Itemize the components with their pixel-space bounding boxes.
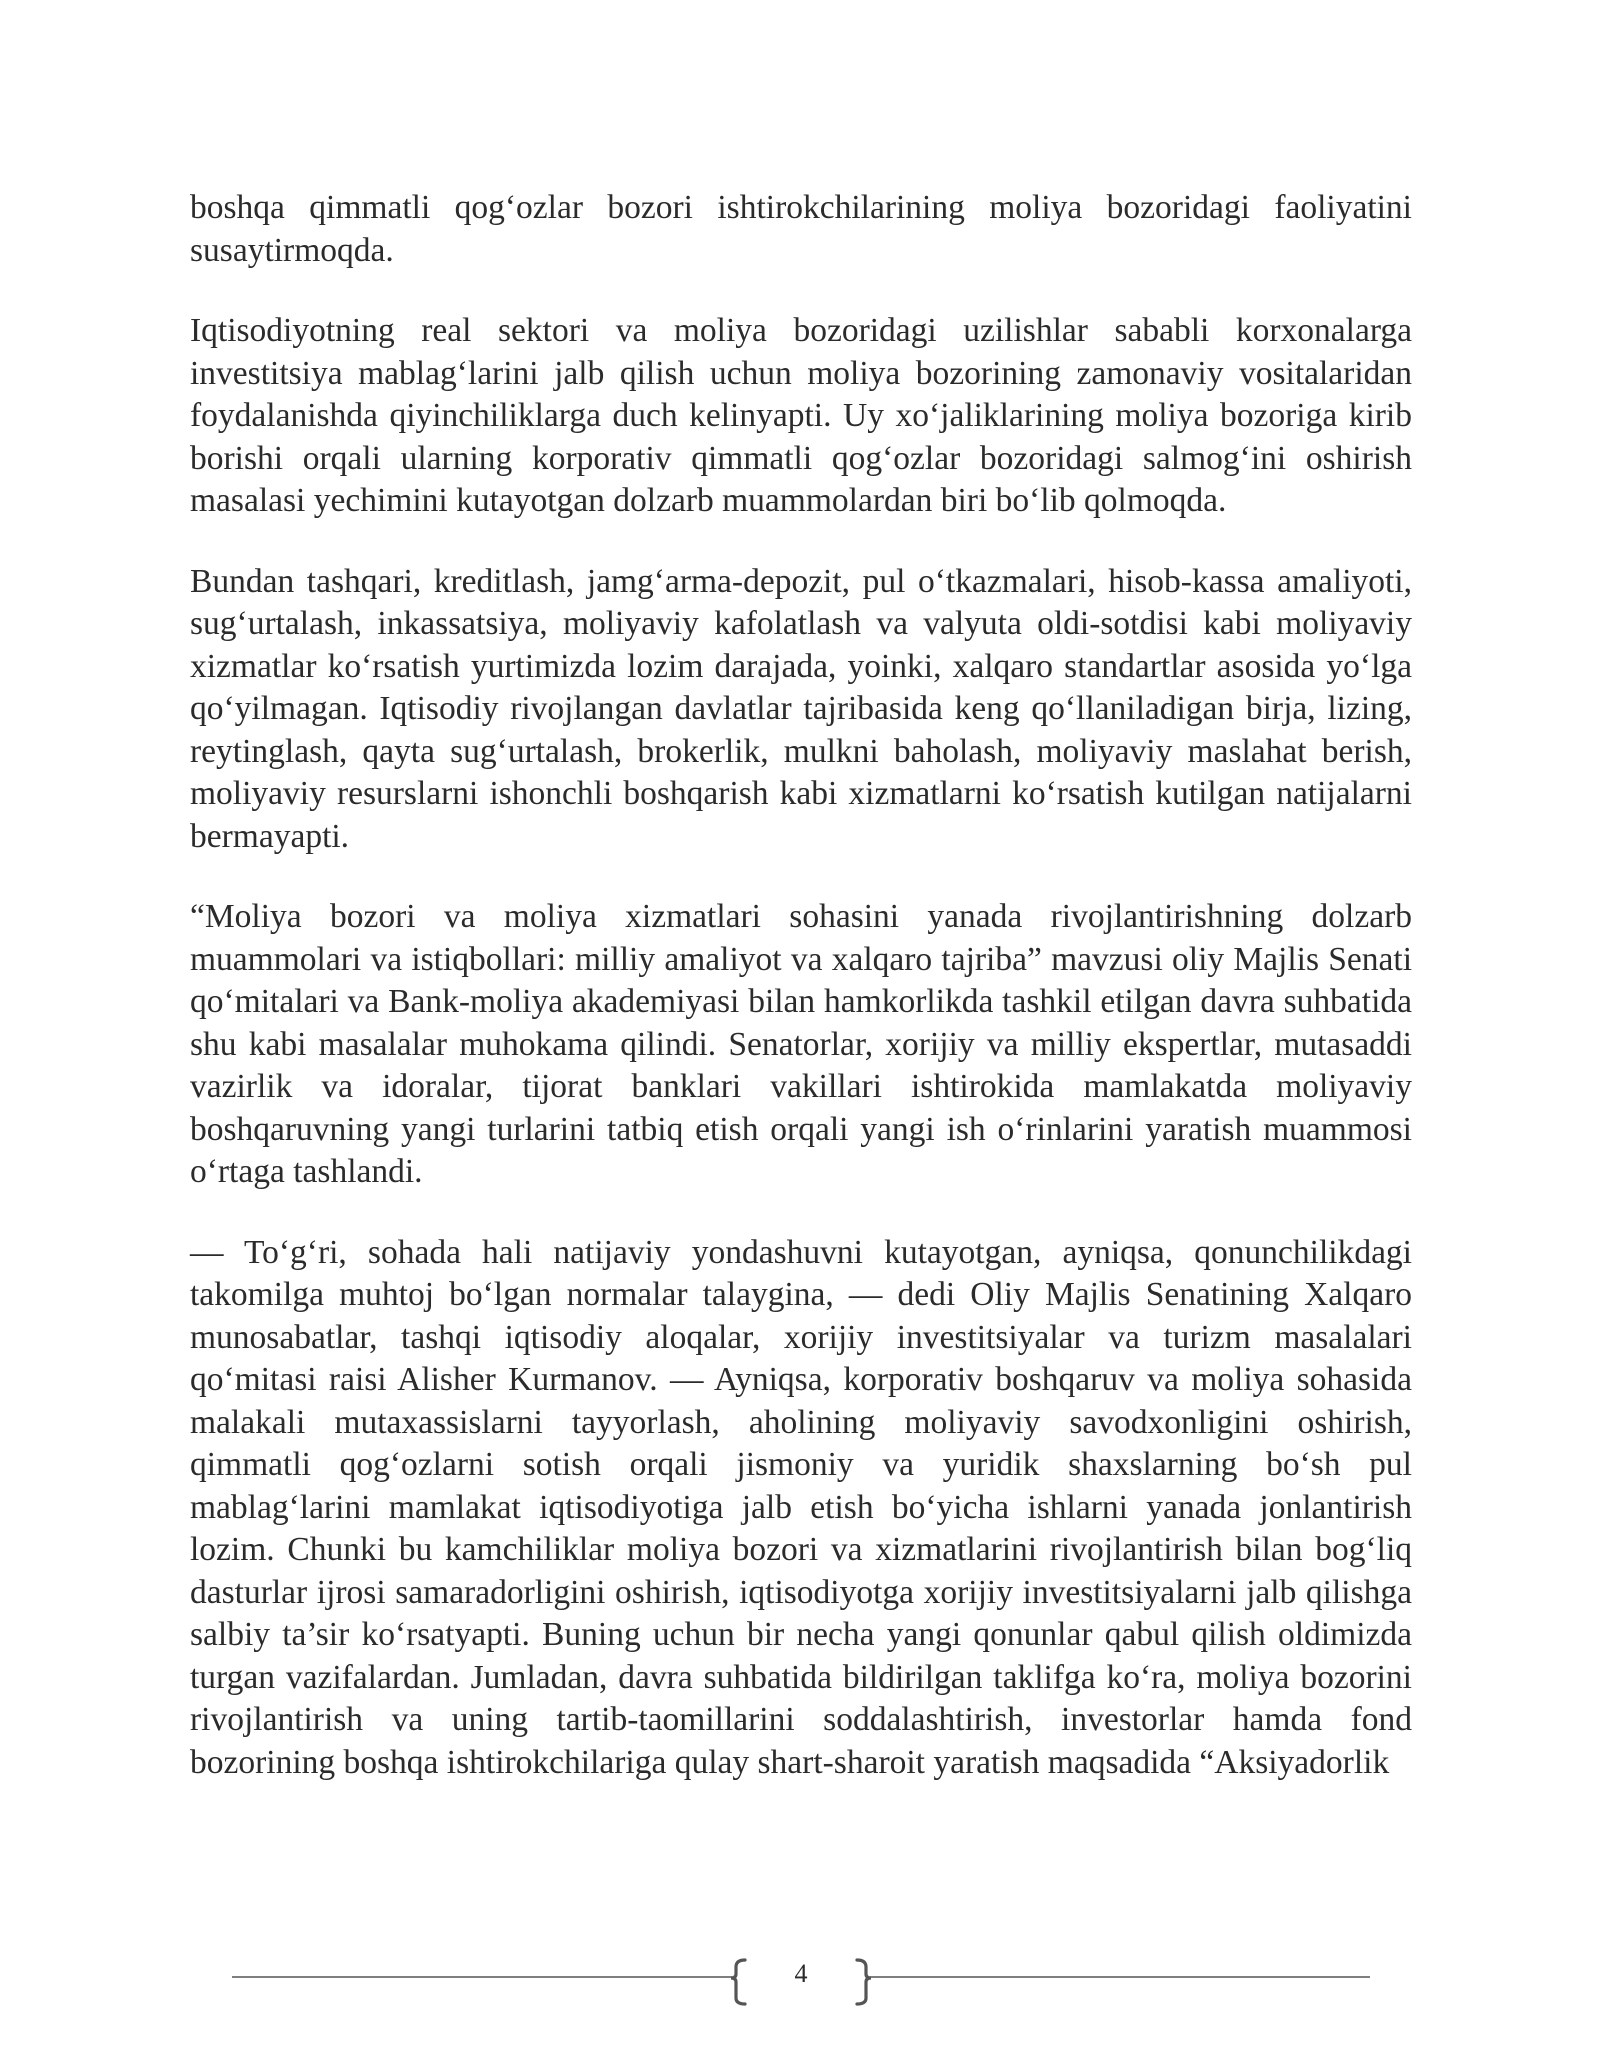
paragraph-1: boshqa qimmatli qog‘ozlar bozori ishtirokchilarining moliya bozoridagi faoliyatini susaytirmoqda. [190,189,1412,269]
paragraph-2: Iqtisodiyotning real sektori va moliya bozoridagi uzilishlar sababli korxonalarga investitsiya mablag‘larini jalb qilish uchun moliya bozorining zamonaviy vositalaridan foydalanishda qiyinchiliklarga duch kelinyapti. Uy xo‘jaliklarining moliya bozoriga kirib borishi orqali ularning korporativ qimmatli qog‘ozlar bozoridagi salmog‘ini oshirish masalasi yechimini kutayotgan dolzarb muammolardan biri bo‘lib qolmoqda. [190,312,1412,519]
right-bracket-icon [857,1960,871,2004]
paragraph-4: “Moliya bozori va moliya xizmatlari sohasini yanada rivojlantirishning dolzarb muammolari va istiqbollari: milliy amaliyot va xalqaro tajriba” mavzusi oliy Majlis Senati qo‘mitalari va Bank-moliya akademiyasi bilan hamkorlikda tashkil etilgan davra suhbatida shu kabi masalalar muhokama qilindi. Senatorlar, xorijiy va milliy ekspertlar, mutasaddi vazirlik va idoralar, tijorat banklari vakillari ishtirokida mamlakatda moliyaviy boshqaruvning yangi turlarini tatbiq etish orqali yangi ish o‘rinlarini yaratish muammosi o‘rtaga tashlandi. [190,898,1412,1190]
body-text [190,187,1412,1822]
paragraph-5: — To‘g‘ri, sohada hali natijaviy yondashuvni kutayotgan, ayniqsa, qonunchilikdagi takomilga muhtoj bo‘lgan normalar talaygina, — dedi Oliy Majlis Senatining Xalqaro munosabatlar, tashqi iqtisodiy aloqalar, xorijiy investitsiyalar va turizm masalalari qo‘mitasi raisi Alisher Kurmanov. — Ayniqsa, korporativ boshqaruv va moliya sohasida malakali mutaxassislarni tayyorlash, aholining moliyaviy savodxonligini oshirish, qimmatli qog‘ozlarni sotish orqali jismoniy va yuridik shaxslarning bo‘sh pul mablag‘larini mamlakat iqtisodiyotiga jalb etish bo‘yicha ishlarni yanada jonlantirish lozim. Chunki bu kamchiliklar moliya bozori va xizmatlarini rivojlantirish bilan bog‘liq dasturlar ijrosi samaradorligini oshirish, iqtisodiyotga xorijiy investitsiyalarni jalb qilishga salbiy ta’sir ko‘rsatyapti. Buning uchun bir necha yangi qonunlar qabul qilish oldimizda turgan vazifalardan. Jumladan, davra suhbatida bildirilgan taklifga ko‘ra, moliya bozorini rivojlantirish va uning tartib-taomillarini soddalashtirish, investorlar hamda fond bozorining boshqa ishtirokchilariga qulay shart-sharoit yaratish maqsadida “Aksiyadorlik [190,1233,1412,1781]
paragraph-3: Bundan tashqari, kreditlash, jamg‘arma-depozit, pul o‘tkazmalari, hisob-kassa amaliyoti, sug‘urtalash, inkassatsiya, moliyaviy kafolatlash va valyuta oldi-sotdisi kabi moliyaviy xizmatlar ko‘rsatish yurtimizda lozim darajada, yoinki, xalqaro standartlar asosida yo‘lga qo‘yilmagan. Iqtisodiy rivojlangan davlatlar tajribasida keng qo‘llaniladigan birja, lizing, reytinglash, qayta sug‘urtalash, brokerlik, mulkni baholash, moliyaviy maslahat berish, moliyaviy resurslarni ishonchli boshqarish kabi xizmatlarni ko‘rsatish kutilgan natijalarni bermayapti. [190,562,1412,855]
left-bracket-icon [731,1960,745,2004]
page-number: 4 [794,1959,808,1988]
page-footer [232,1950,1370,2006]
